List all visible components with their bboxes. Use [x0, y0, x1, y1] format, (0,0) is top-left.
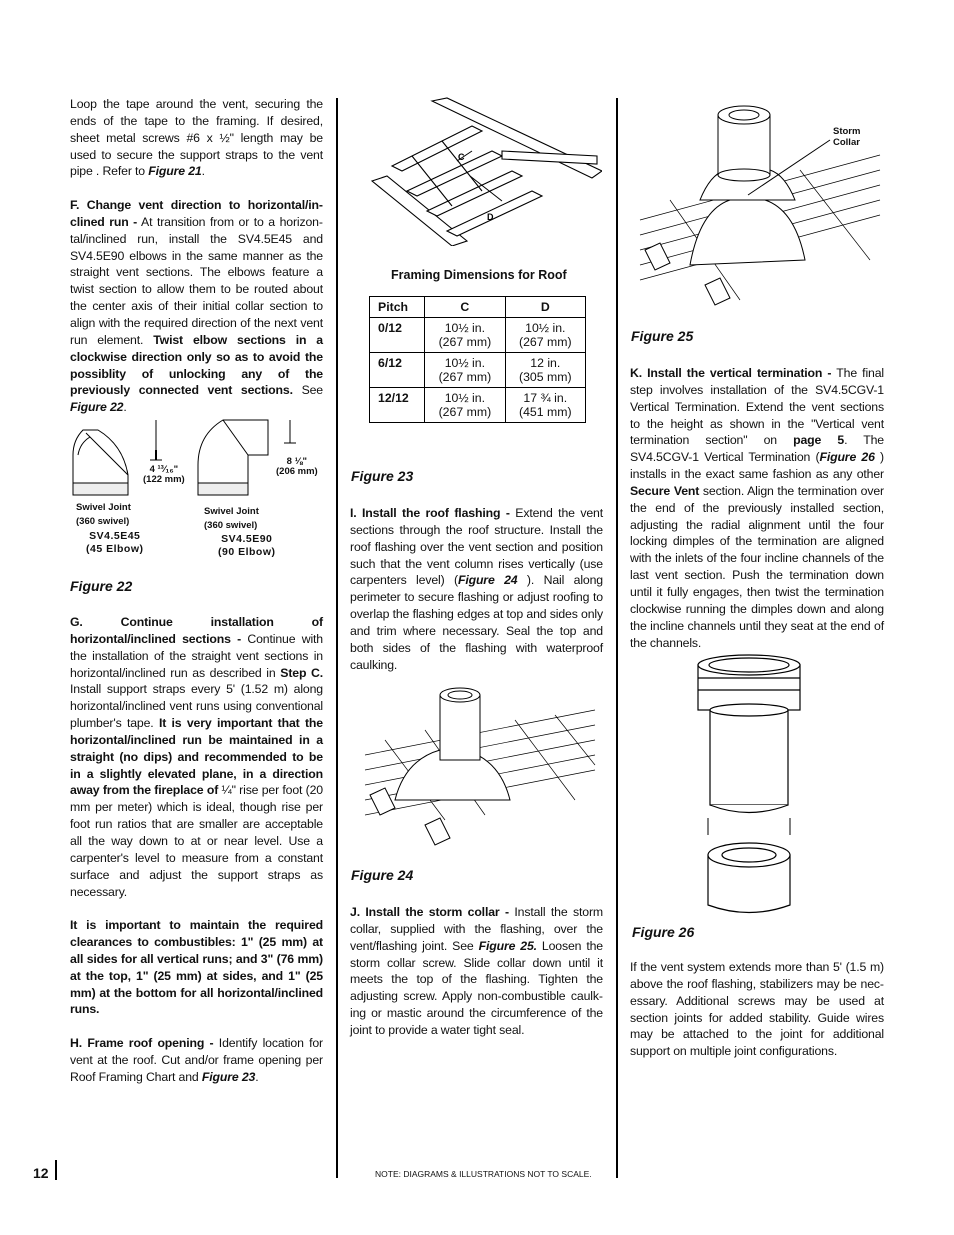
step-k	[630, 365, 884, 651]
text: . The SV4.5CGV-1 Vertical Termination (	[630, 433, 884, 465]
page-ref: page 5	[793, 433, 845, 448]
c-cell	[425, 353, 505, 388]
label-line: Storm	[833, 126, 861, 137]
elbow-90-dimension	[276, 457, 318, 477]
page-number-divider	[55, 1160, 57, 1180]
figure-25-label: Figure 25	[631, 328, 694, 344]
text: ). Nail along perimeter to secure flashing or adjust roofing to overlap the flashing edges at top and sides only and trim where necessary. Seal the top and both sides of the flashing with waterproof caulking.	[350, 573, 603, 672]
step-h: H. Frame roof opening - Identify location for vent at the roof. Cut and/or frame opening per Roof Framing Chart and Figure 23.	[70, 1036, 323, 1084]
figure-ref: Figure 26	[819, 450, 875, 465]
elbow-45-name	[86, 530, 144, 556]
dimension-d: D	[487, 212, 494, 222]
clearance-text: It is important to maintain the required clearances to combustibles: 1" (25 mm) at all sides for all vertical runs; and 3" (76 mm) at the top, 1" (25 mm) at sides, and 1" (25 mm) at the bottom for all horizontal/inclined runs.	[70, 918, 323, 1017]
column-divider-2	[616, 98, 618, 1178]
part-description: (90 Elbow)	[218, 546, 276, 558]
elbow-45-swivel-label	[76, 501, 131, 529]
figure-ref: Figure 21	[148, 164, 202, 179]
figure-22-label: Figure 22	[70, 578, 133, 594]
step-i-heading: I. Install the roof flashing -	[350, 506, 510, 520]
text: Identify location for vent at the roof. Cut and/or frame opening per Roof Framing Chart and	[70, 1036, 323, 1084]
d-cell	[505, 318, 585, 353]
column-1-lower	[70, 614, 323, 1102]
swivel-degrees: (360 swivel)	[76, 516, 130, 527]
step-g-heading: G. Continue installation of horizontal/inclined sections -	[70, 615, 323, 646]
figure-ref: Figure 23	[201, 1069, 256, 1084]
value-mm: (451 mm)	[518, 405, 572, 419]
value-mm: (267 mm)	[438, 405, 492, 419]
text: Loosen the storm collar screw. Slide collar down until it meets the top of the flashing. Tighten the adjusting screw. Apply non-combustible caulking or mastic around the circumference of the joint to provide a water tight seal.	[350, 938, 604, 1037]
value-mm: (267 mm)	[518, 335, 572, 349]
value: 10½ in.	[444, 391, 486, 405]
table-header-row	[370, 297, 586, 318]
dimension-mm: (206 mm)	[276, 466, 318, 477]
swivel-degrees: (360 swivel)	[204, 520, 258, 531]
text: . Use a carpenter's level to measure from a constant surface and adjust the support straps as necessary.	[70, 833, 323, 899]
page-number: 12	[33, 1165, 49, 1181]
d-cell	[505, 388, 585, 423]
step-f-warning: Twist elbow sections in a clockwise direction only so as to avoid the possiblity of unlocking any of the previously connected vent sections.	[70, 332, 323, 398]
c-cell	[425, 388, 505, 423]
text: ) installs in the exact same fashion as any other	[630, 450, 884, 482]
step-g-warning: It is very important that the horizontal/inclined run be maintained in a straight (no dips) and recommended to be in a slightly elevated plane, in a direction away from the fireplace of	[70, 716, 323, 798]
header-pitch: Pitch	[370, 297, 425, 318]
value: 10½ in.	[525, 321, 566, 335]
stabilizer-paragraph: If the vent system extends more than 5' (1.5 m) above the roof flashing, stabilizers may be necessary. Additional screws may be used at section joints for added stability. Guide wires may be attached to the joint for additional support on multiple joint configurations.	[630, 960, 884, 1059]
pitch-cell: 0/12	[370, 318, 425, 353]
elbow-90-name	[218, 533, 276, 559]
framing-dimensions-table	[369, 296, 586, 423]
value-mm: (305 mm)	[518, 370, 572, 384]
text: Install the storm collar, supplied with the flashing, over the vent/flashing joint. See	[350, 905, 603, 953]
dimension-inches: 8 ⅛"	[286, 456, 308, 467]
figure-23-label: Figure 23	[351, 468, 414, 484]
text: Install support straps every 5' (1.52 m) along horizontal/inclined vent runs using conventional plumber's tape.	[70, 682, 323, 731]
step-j-heading: J. Install the storm collar -	[350, 905, 509, 919]
table-row	[370, 318, 586, 353]
figure-ref: Figure 24	[457, 573, 518, 588]
elbow-45-dimension	[143, 465, 185, 485]
value: 12 in.	[530, 356, 561, 370]
figure-24-roof-flashing	[355, 680, 605, 850]
d-cell	[505, 353, 585, 388]
value-mm: (267 mm)	[438, 335, 492, 349]
step-k-heading: K. Install the vertical termination -	[630, 366, 832, 380]
column-3-stabilizers	[630, 959, 884, 1077]
text: Continue with the installation of the straight vent sections in horizontal/inclined run as described in	[70, 631, 323, 680]
step-f: F. Change vent direction to horizontal/inclined run - At transition from or to a horizontal/inclined run, install the SV4.5E45 and SV4.5E90 elbows in the same manner as the straight vent sections. The elbows feature a twist section to allow them to be routed about the center axis of their initial collar section to align with the required direction of the next vent run element. Twist elbow sections in a clockwise direction only so as to avoid the possiblity of unlocking any of the previously connected vent sections. See Figure 22.	[70, 198, 323, 415]
framing-table-title: Framing Dimensions for Roof	[391, 268, 567, 282]
swivel-label: Swivel Joint	[204, 506, 259, 517]
text: See	[292, 383, 323, 398]
product-ref: Secure Vent	[630, 483, 700, 498]
footer-note: NOTE: DIAGRAMS & ILLUSTRATIONS NOT TO SCALE.	[375, 1169, 592, 1179]
part-description: (45 Elbow)	[86, 543, 144, 555]
column-divider-1	[336, 98, 338, 1178]
text: Loop the tape around the vent, securing the ends of the tape to the framing. If desired, sheet metal screws #6 x ½" length may be used to secure the support straps to the vent pipe . Refer to	[70, 97, 323, 179]
label-line: Collar	[833, 137, 860, 148]
figure-24-label: Figure 24	[351, 867, 414, 883]
column-1	[70, 96, 323, 433]
figure-ref: Figure 22	[70, 400, 124, 415]
header-d: D	[505, 297, 585, 318]
text: ¼" rise per foot (20 mm per meter) which is ideal, though rise per foot run ratios that are smaller are acceptable all the way down to at or near level	[70, 783, 323, 848]
table-row	[370, 388, 586, 423]
column-2-step-i	[350, 505, 603, 690]
step-h-heading: H. Frame roof opening -	[70, 1036, 214, 1051]
column-3-step-k	[630, 365, 884, 668]
step-g	[70, 614, 323, 900]
text: The final step involves installation of the SV4.5CGV-1 Vertical Termination. Extend the vent sections to the height as shown in the "Vertical vent termination section" on	[630, 366, 884, 448]
value: 17 ¾ in.	[523, 391, 568, 405]
clearance-warning	[70, 917, 323, 1018]
step-j	[350, 904, 603, 1039]
figure-26-label: Figure 26	[632, 924, 695, 940]
paragraph-tape: Loop the tape around the vent, securing the ends of the tape to the framing. If desired, sheet metal screws #6 x ½" length may be used to secure the support straps to the vent pipe . Refer to Figure 21.	[70, 97, 323, 179]
elbow-90-swivel-label	[204, 505, 259, 533]
step-i	[350, 505, 603, 673]
c-cell	[425, 318, 505, 353]
text: section. Align the termination over the end of the previously installed section, adjusting the radial alignment until the four locking dimples of the termination are aligned with the inlets of the four incline channels of the last vent section. Push the termination down until it fully engages, then twist the termination clockwise running the dimples down and along the incline channels until they seat at the end of the channels.	[630, 483, 884, 650]
figure-26-vertical-termination	[690, 650, 810, 915]
text: Extend the vent sections through the roof structure. Install the roof flashing over the vent section and position such that the vent column rises vertically (use carpenters level) (	[350, 506, 603, 588]
part-number: SV4.5E90	[221, 533, 273, 545]
step-ref: Step C.	[280, 665, 323, 680]
part-number: SV4.5E45	[89, 530, 141, 542]
table-row	[370, 353, 586, 388]
pitch-cell: 12/12	[370, 388, 425, 423]
value: 10½ in.	[444, 356, 486, 370]
pitch-cell: 6/12	[370, 353, 425, 388]
value-mm: (267 mm)	[438, 370, 492, 384]
dimension-mm: (122 mm)	[143, 474, 185, 485]
step-f-heading: F. Change vent direction to horizontal/inclined run -	[70, 198, 323, 229]
figure-23-roof-framing	[352, 96, 602, 246]
value: 10½ in.	[444, 321, 486, 335]
header-c: C	[425, 297, 505, 318]
dimension-inches: 4 ¹³⁄₁₆"	[149, 464, 179, 475]
swivel-label: Swivel Joint	[76, 502, 131, 513]
figure-ref: Figure 25.	[478, 938, 537, 953]
text: At transition from or to a horizontal/inclined run, install the SV4.5E45 and SV4.5E90 elbows in the same manner as the straight vent sections. The elbows feature a twist section to allow them to be routed about the center axis of their initial collar section to align with the required direction of the next vent run element.	[70, 214, 323, 347]
storm-collar-label	[833, 126, 860, 148]
dimension-c: C	[458, 152, 465, 162]
column-2-step-j	[350, 904, 603, 1056]
